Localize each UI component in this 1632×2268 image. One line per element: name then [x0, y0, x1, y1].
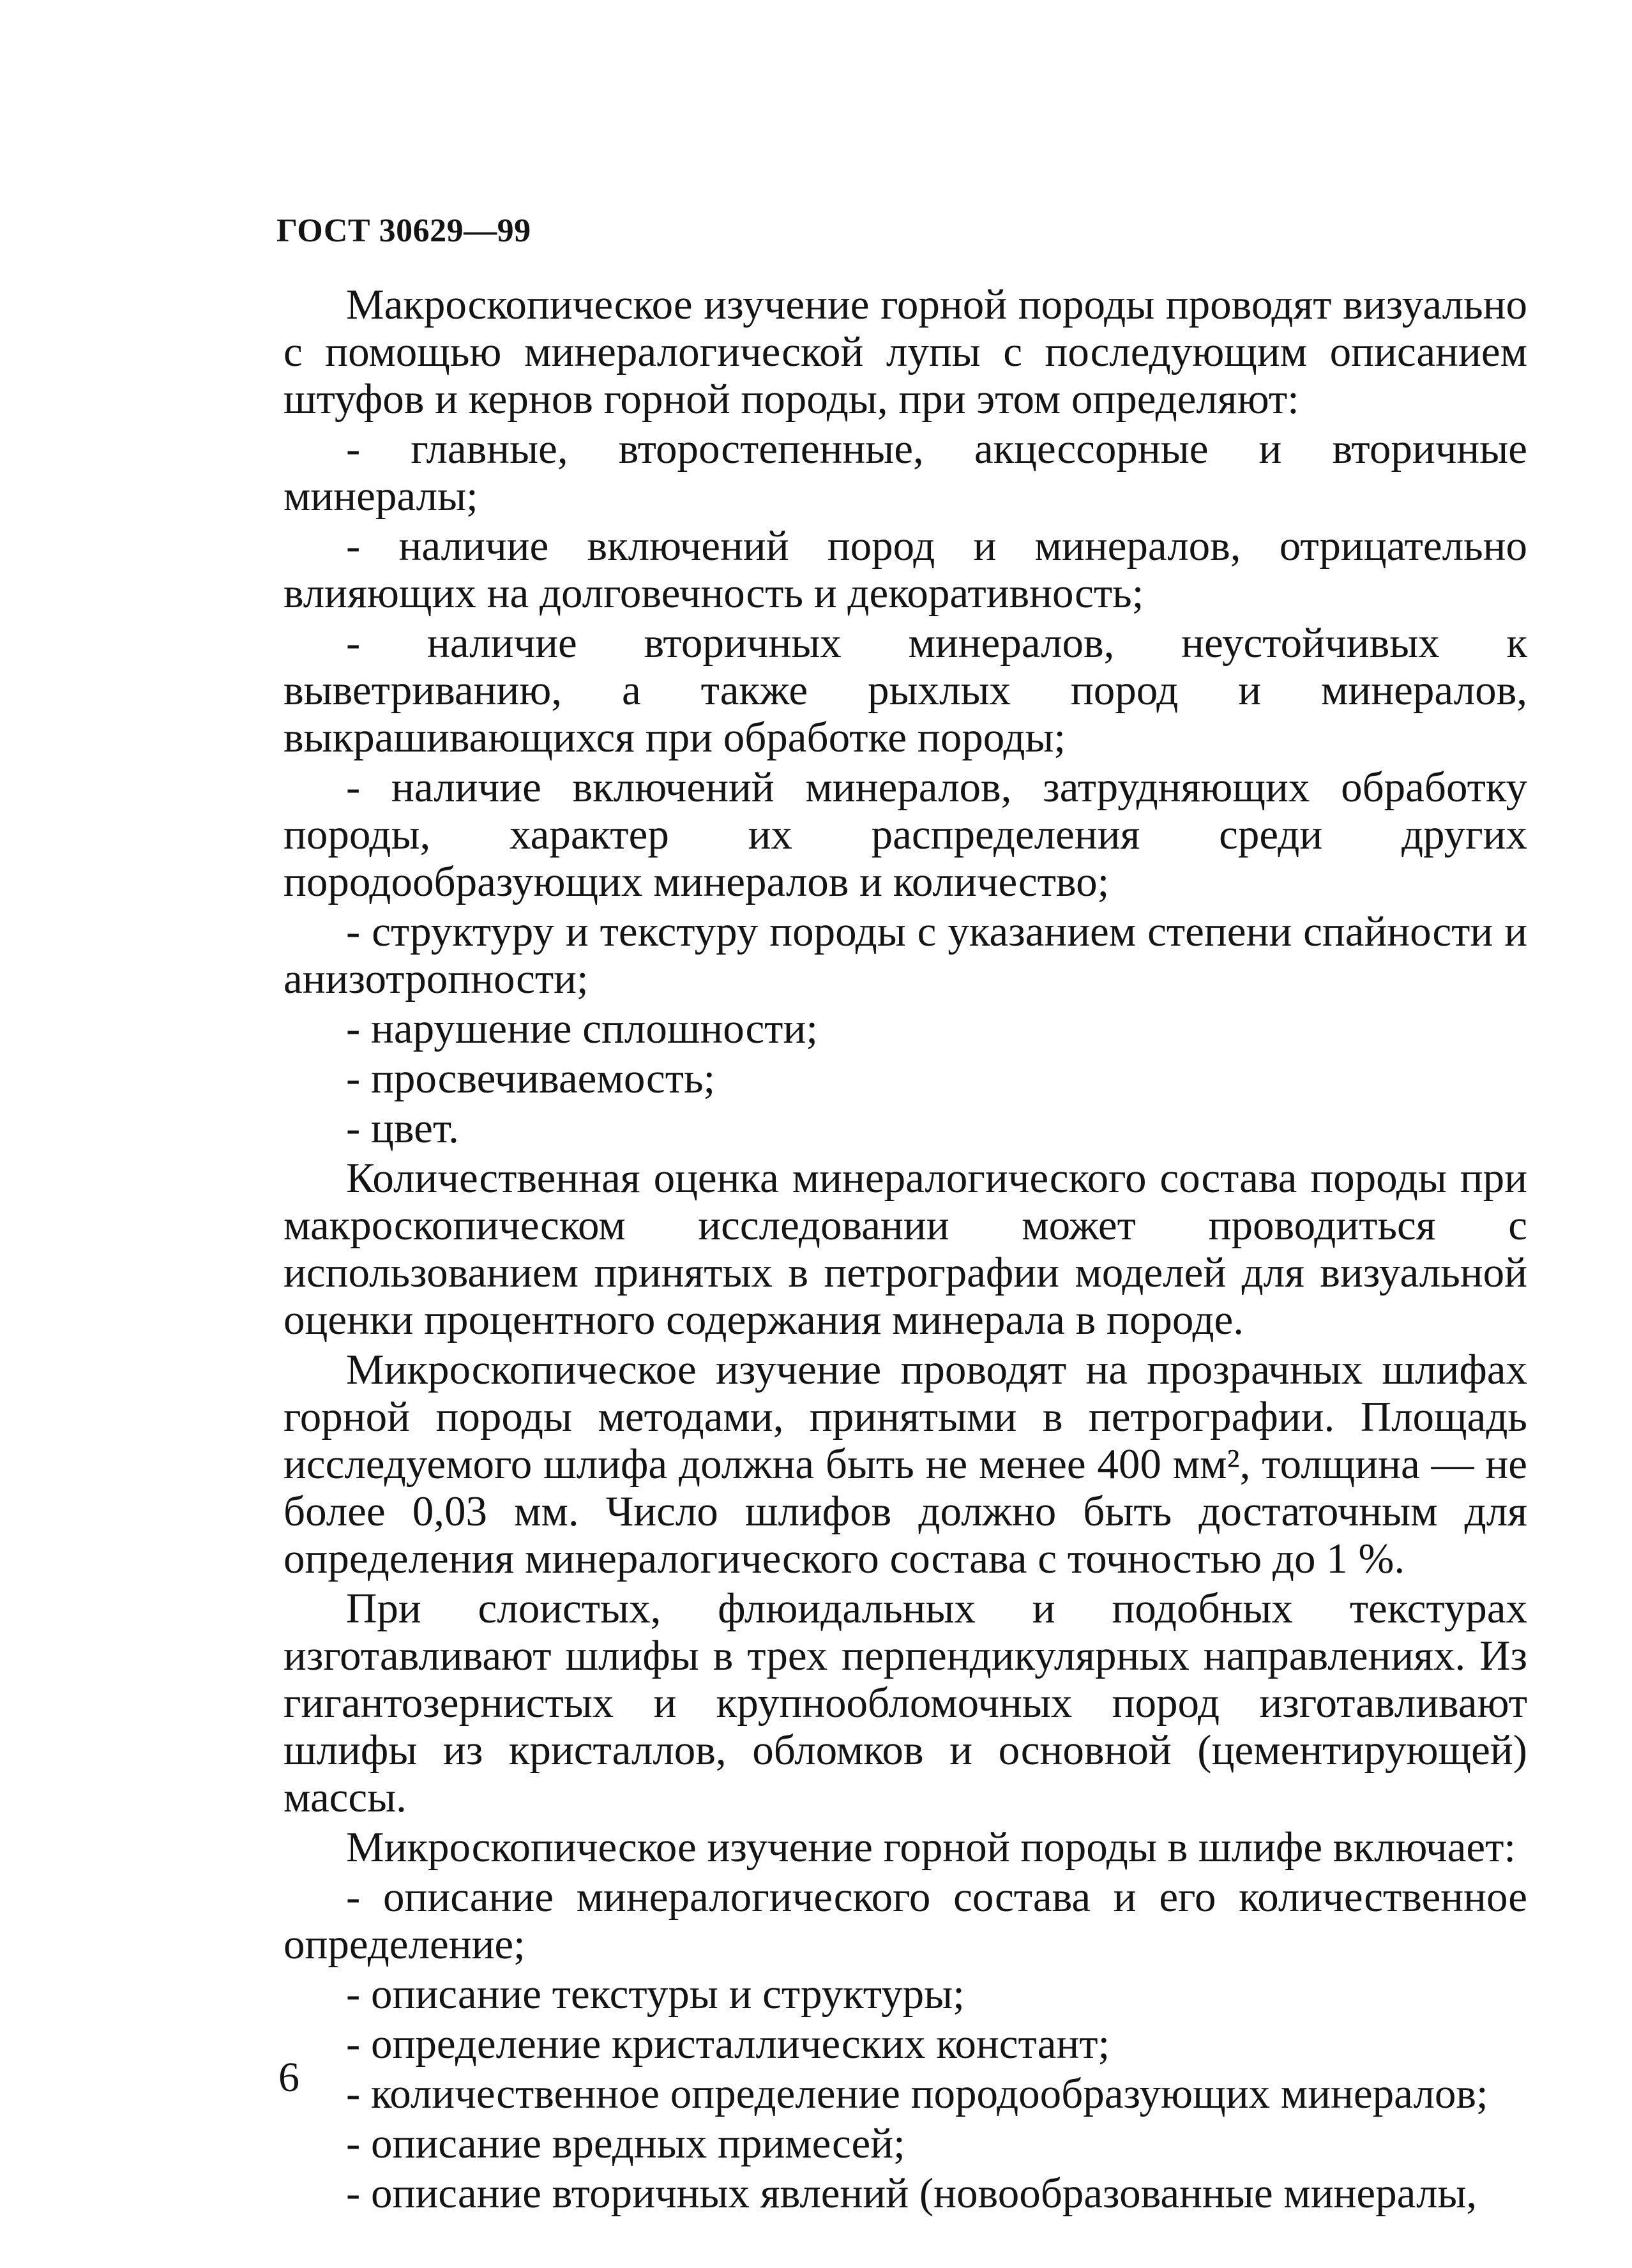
list-item: - описание текстуры и структуры;	[346, 1970, 965, 2018]
list-item: - цвет.	[346, 1105, 459, 1152]
list-item: - структуру и текстуру породы с указанием степени спайности и анизотропности;	[283, 908, 1527, 1002]
list-item: - описание вторичных явлений (новообразованные минералы,	[346, 2170, 1477, 2217]
list-item: - наличие вторичных минералов, неустойчивых к выветриванию, а также рыхлых пород и минералов, выкрашивающихся при обработке породы;	[283, 619, 1527, 761]
document-body	[283, 281, 1527, 2219]
list-item: - количественное определение породообразующих минералов;	[346, 2070, 1488, 2117]
list-item: - наличие включений пород и минералов, отрицательно влияющих на долговечность и декоративность;	[283, 522, 1527, 617]
list-item: - просвечиваемость;	[346, 1055, 716, 1102]
paragraph: Микроскопическое изучение горной породы в шлифе включает:	[346, 1824, 1516, 1871]
paragraph: Макроскопическое изучение горной породы проводят визуально с помощью минералогической лупы с последующим описанием штуфов и кернов горной породы, при этом определяют:	[283, 281, 1527, 423]
paragraph: Микроскопическое изучение проводят на прозрачных шлифах горной породы методами, принятыми в петрографии. Площадь исследуемого шлифа должна быть не менее 400 мм², толщина — не более 0,03 мм. Число шлифов должно быть достаточным для определения минералогического состава с точностью до 1 %.	[283, 1346, 1527, 1582]
document-header: ГОСТ 30629—99	[276, 213, 531, 249]
list-item: - определение кристаллических констант;	[346, 2020, 1110, 2068]
paragraph: При слоистых, флюидальных и подобных текстурах изготавливают шлифы в трех перпендикулярных направлениях. Из гигантозернистых и крупнообломочных пород изготавливают шлифы из кристаллов, обломков и основной (цементирующей) массы.	[283, 1585, 1527, 1821]
list-item: - нарушение сплошности;	[346, 1005, 818, 1052]
paragraph: Количественная оценка минералогического состава породы при макроскопическом исследовании может проводиться с использованием принятых в петрографии моделей для визуальной оценки процентного содержания минерала в породе.	[283, 1154, 1527, 1343]
list-item: - описание минералогического состава и его количественное определение;	[283, 1873, 1527, 1968]
list-item: - наличие включений минералов, затрудняющих обработку породы, характер их распределения среди других породообразующих минералов и количество;	[283, 764, 1527, 905]
page-number: 6	[278, 2054, 299, 2101]
list-item: - главные, второстепенные, акцессорные и вторичные минералы;	[283, 425, 1527, 520]
list-item: - описание вредных примесей;	[346, 2120, 905, 2167]
